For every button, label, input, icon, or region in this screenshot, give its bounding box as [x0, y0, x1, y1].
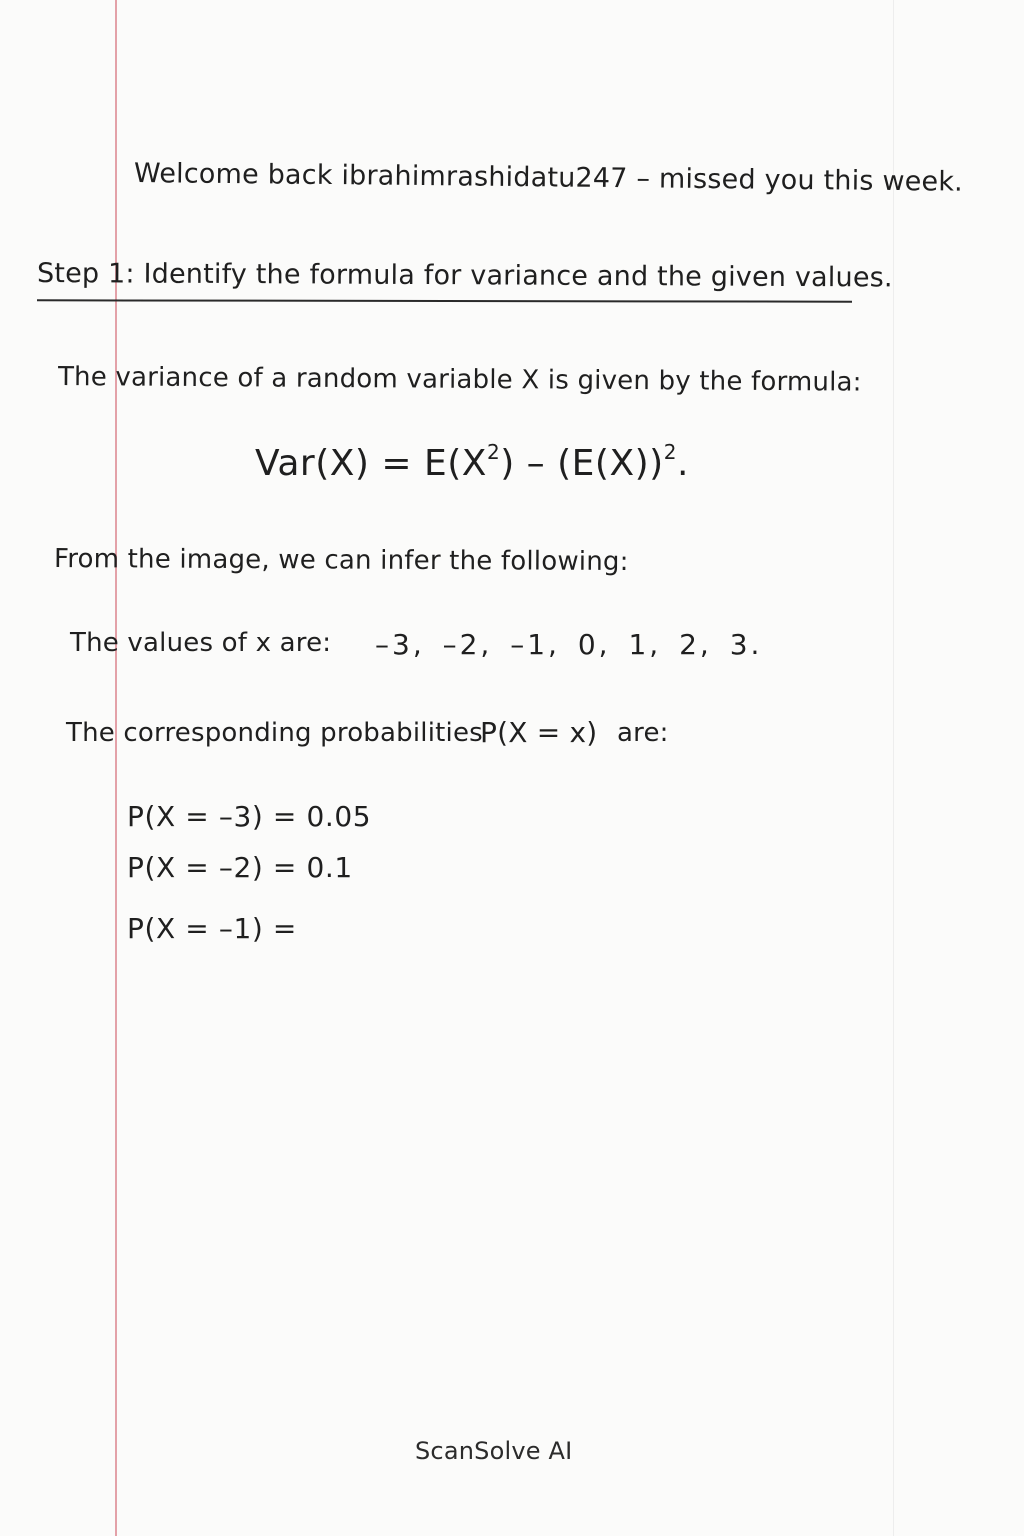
probability-line: P(X = –3) = 0.05	[127, 800, 372, 833]
formula-mid: ) – (E(X))	[500, 443, 664, 484]
probabilities-intro-end: are:	[617, 718, 669, 748]
step-heading: Step 1: Identify the formula for variance and the given values.	[36, 258, 893, 294]
formula-end: .	[676, 443, 689, 484]
inference-text: From the image, we can infer the following:	[53, 544, 629, 578]
probability-notation: P(X = x)	[480, 716, 598, 749]
formula-exponent-1: 2	[486, 440, 501, 464]
right-margin-line	[893, 0, 894, 1536]
margin-line	[115, 0, 117, 1536]
probabilities-intro: The corresponding probabilities	[66, 718, 483, 748]
variance-intro-text: The variance of a random variable X is given by the formula:	[57, 362, 862, 398]
probability-line: P(X = –2) = 0.1	[127, 851, 353, 884]
variance-formula	[255, 440, 689, 484]
formula-exponent-2: 2	[663, 440, 677, 464]
formula-lhs: Var(X) = E(X	[255, 443, 487, 484]
probability-line: P(X = –1) =	[127, 912, 297, 945]
greeting-text: Welcome back ibrahimrashidatu247 – missed you this week.	[133, 158, 964, 198]
values-list: –3, –2, –1, 0, 1, 2, 3.	[375, 628, 763, 661]
footer-brand: ScanSolve AI	[415, 1437, 573, 1465]
values-label: The values of x are:	[70, 628, 332, 658]
